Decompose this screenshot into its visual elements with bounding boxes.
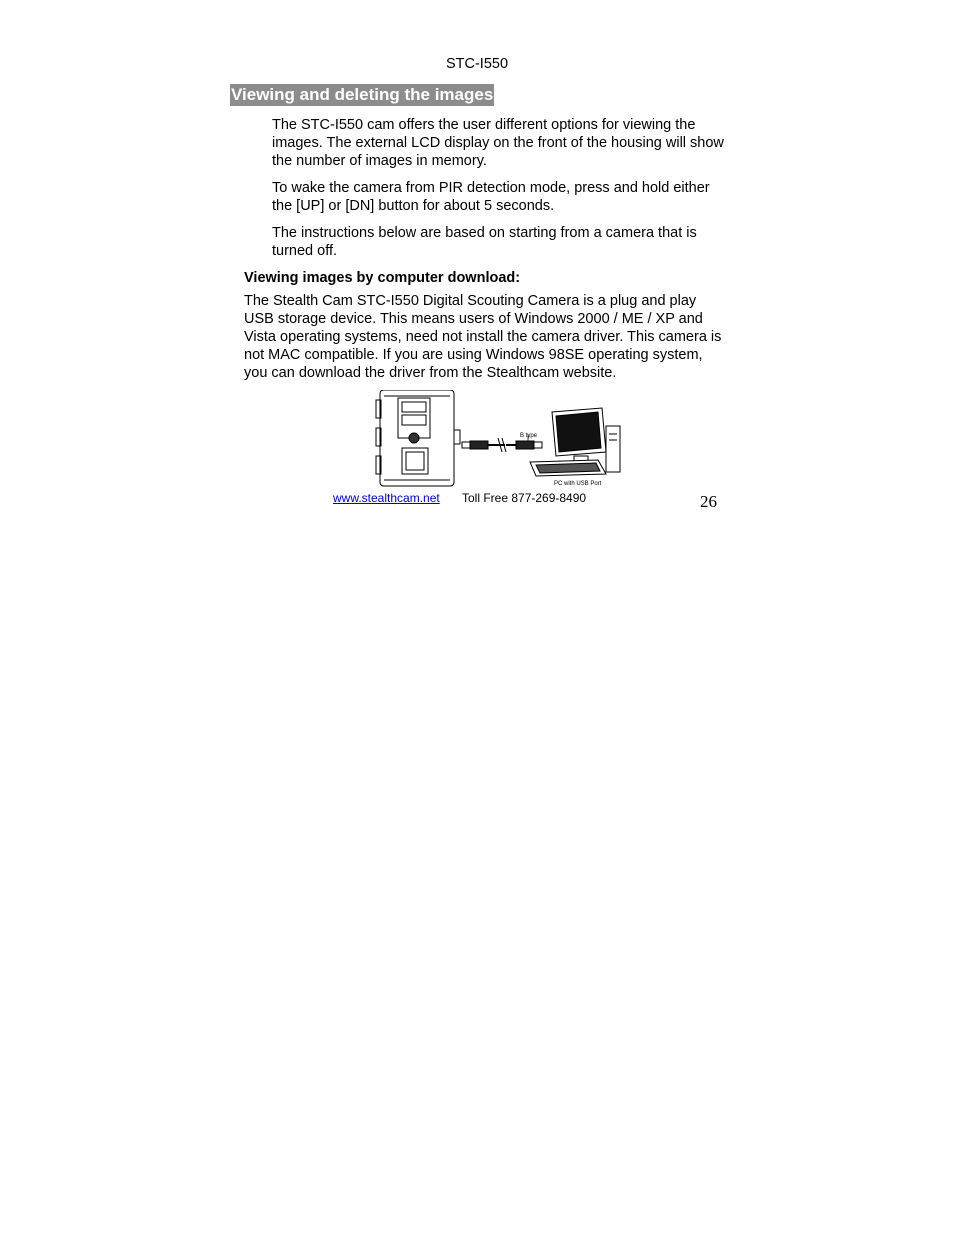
cable-type-label: B type <box>520 433 538 439</box>
paragraph-computer-download: The Stealth Cam STC-I550 Digital Scouting Camera is a plug and play USB storage device. This means users of Windows 2000 / ME / XP and Vista operating systems, need not install the camera driver. This camera is not MAC compatible. If you are using Windows 98SE operating system, you can download the driver from the Stealthcam website. <box>244 293 722 381</box>
camera-to-pc-usb-illustration <box>370 390 630 490</box>
toll-free-phone: Toll Free 877-269-8490 <box>462 491 587 505</box>
computer-icon <box>530 408 620 476</box>
section-heading: Viewing and deleting the images <box>231 85 494 104</box>
pc-usb-port-label: PC with USB Port <box>554 481 602 487</box>
usb-connection-diagram <box>370 390 630 490</box>
page-number: 26 <box>700 492 717 511</box>
camera-icon <box>376 390 460 486</box>
paragraph-viewing-options: The STC-I550 cam offers the user different options for viewing the images. The external LCD display on the front of the housing will show the number of images in memory. <box>272 117 724 169</box>
paragraph-instructions-note: The instructions below are based on starting from a camera that is turned off. <box>272 225 697 259</box>
paragraph-wake-camera: To wake the camera from PIR detection mode, press and hold either the [UP] or [DN] button for about 5 seconds. <box>272 180 710 214</box>
subsection-heading: Viewing images by computer download: <box>244 270 521 286</box>
header-model-name: STC-I550 <box>445 56 509 72</box>
website-link[interactable]: www.stealthcam.net <box>333 491 440 505</box>
